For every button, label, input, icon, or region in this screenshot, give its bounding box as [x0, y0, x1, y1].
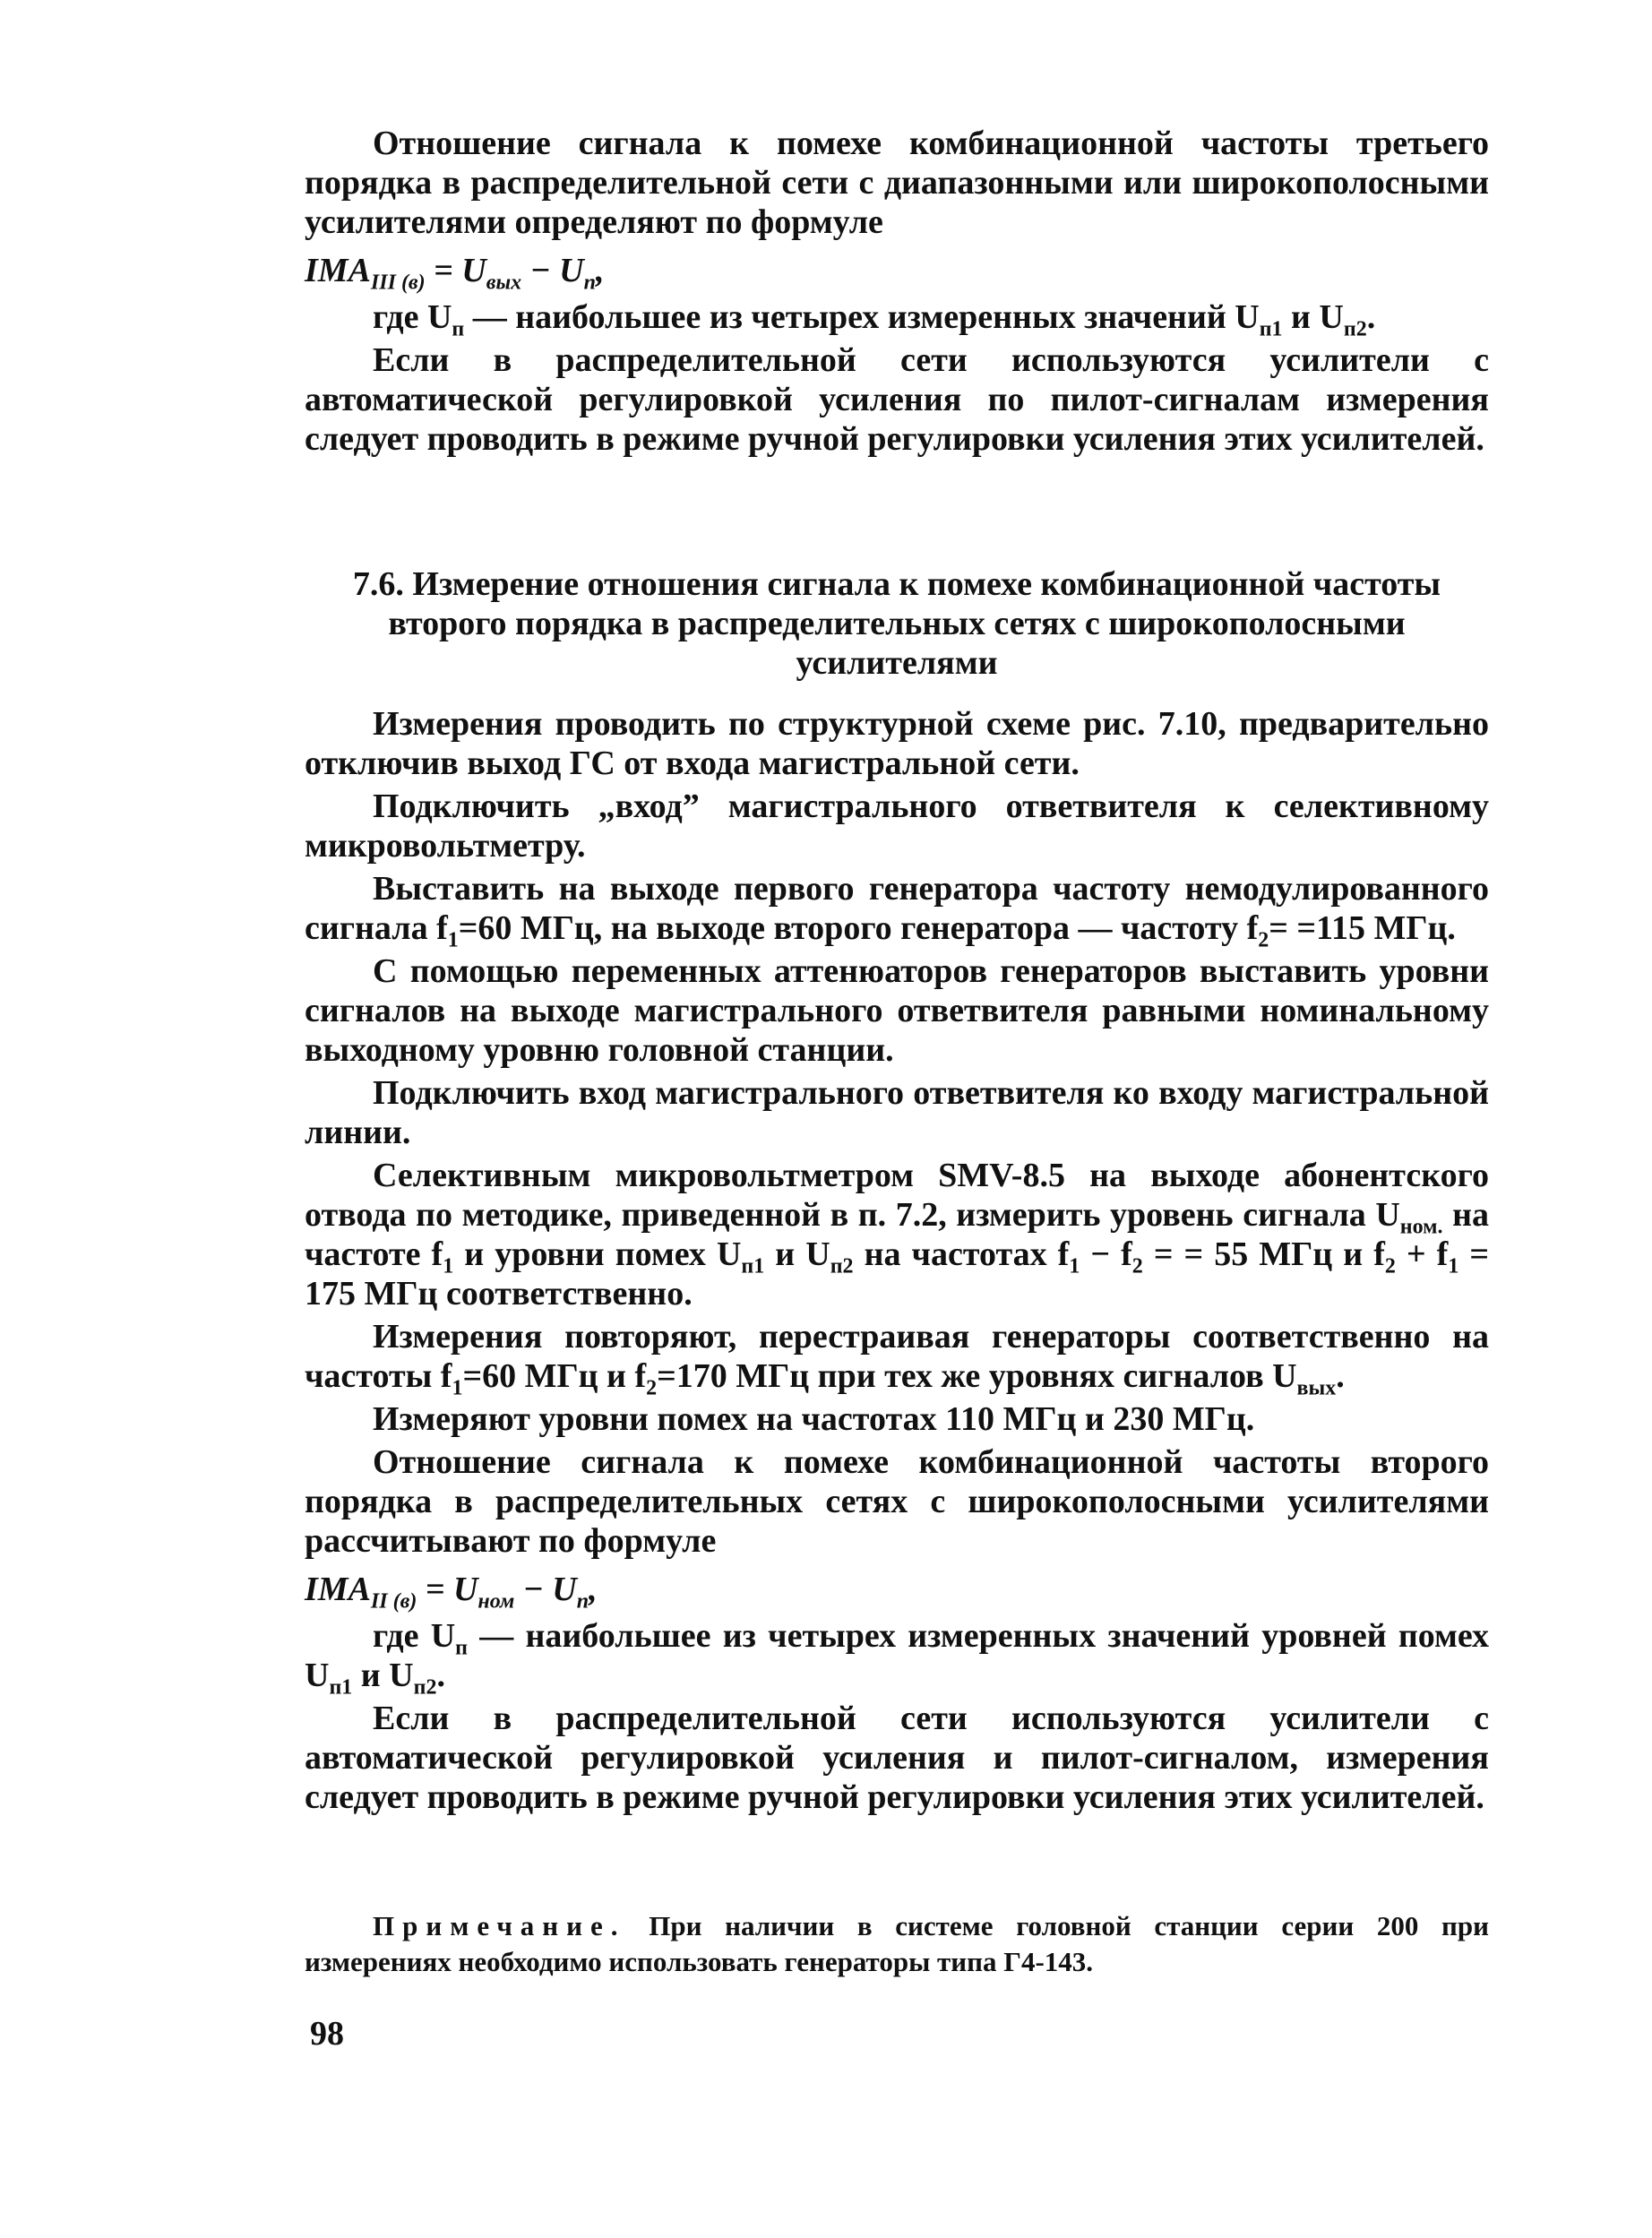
page-number: 98: [310, 2015, 344, 2053]
footnote: [305, 1908, 1489, 1980]
paragraph-scheme: Измерения проводить по структурной схеме рис. 7.10, предварительно отключив выход ГС от входа магистральной сети.: [305, 705, 1489, 782]
measurement-block: [305, 704, 1489, 1817]
formula-explanation: где $U_п$ — наибольшее из четырех измеренных значений $U_{п1}$ и $U_{п2}$.: [373, 298, 1376, 341]
paragraph-repeat: Измерения повторяют, перестраивая генераторы соответственно на частоты $f_1=60$ МГц и $f_2=170$ МГц при тех же уровнях сигналов $U_{вых}$.: [305, 1318, 1489, 1400]
intro-block: [305, 124, 1489, 459]
note-label: Примечание.: [373, 1910, 626, 1941]
note-text: При наличии в системе головной станции серии 200 при измерениях необходимо использовать генераторы типа Г4-143.: [305, 1910, 1489, 1977]
formula-ima3: $IMA_{III (в)} = U_{вых} - U_п$,: [305, 252, 605, 295]
formula-ima2: $IMA_{II (в)} = U_{ном} - U_п$,: [305, 1571, 598, 1614]
paragraph-noise-levels: Измеряют уровни помех на частотах 110 МГц и 230 МГц.: [373, 1400, 1255, 1438]
auto-gain-paragraph: Если в распределительной сети используются усилители с автоматической регулировкой усиления по пилот-сигналам измерения следует проводить в режиме ручной регулировки усиления этих усилителей.: [305, 341, 1489, 458]
section-heading: 7.6. Измерение отношения сигнала к помехе комбинационной частоты второго порядка в распределительных сетях с широкополосными усилителями: [352, 565, 1441, 682]
paragraph-selective-measure: Селективным микровольтметром SMV-8.5 на выходе абонентского отвода по методике, приведенной в п. 7.2, измерить уровень сигнала $U_{ном.}$ на частоте $f_1$ и уровни помех $U_{п1}$ и $U_{п2}$ на частотах $f_1 - f_2$ = = 55 МГц и $f_2 + f_1 = 175$ МГц соответственно.: [305, 1157, 1490, 1313]
paragraph-ratio-formula-intro: Отношение сигнала к помехе комбинационной частоты второго порядка в распределительных сетях с широкополосными усилителями рассчитывают по формуле: [305, 1443, 1489, 1560]
paragraph-connect-input: Подключить „вход” магистрального ответвителя к селективному микровольтметру.: [305, 788, 1489, 865]
paragraph-attenuators: С помощью переменных аттенюаторов генераторов выставить уровни сигналов на выходе магистрального ответвителя равными номинальному выходному уровню головной станции.: [305, 952, 1489, 1069]
paragraph-auto-gain-2: Если в распределительной сети используются усилители с автоматической регулировкой усиления и пилот-сигналом, измерения следует проводить в режиме ручной регулировки усиления этих усилителей.: [305, 1700, 1489, 1816]
paragraph-set-frequency: Выставить на выходе первого генератора частоту немодулированного сигнала $f_1=60$ МГц, на выходе второго генератора — частоту $f_2= =115$ МГц.: [305, 870, 1489, 952]
intro-paragraph: Отношение сигнала к помехе комбинационной частоты третьего порядка в распределительной сети с диапазонными или широкополосными усилителями определяют по формуле: [305, 125, 1489, 241]
paragraph-connect-line: Подключить вход магистрального ответвителя ко входу магистральной линии.: [305, 1074, 1489, 1151]
formula2-explanation: где $U_п$ — наибольшее из четырех измеренных значений уровней помех $U_{п1}$ и $U_{п2}$.: [305, 1617, 1489, 1700]
